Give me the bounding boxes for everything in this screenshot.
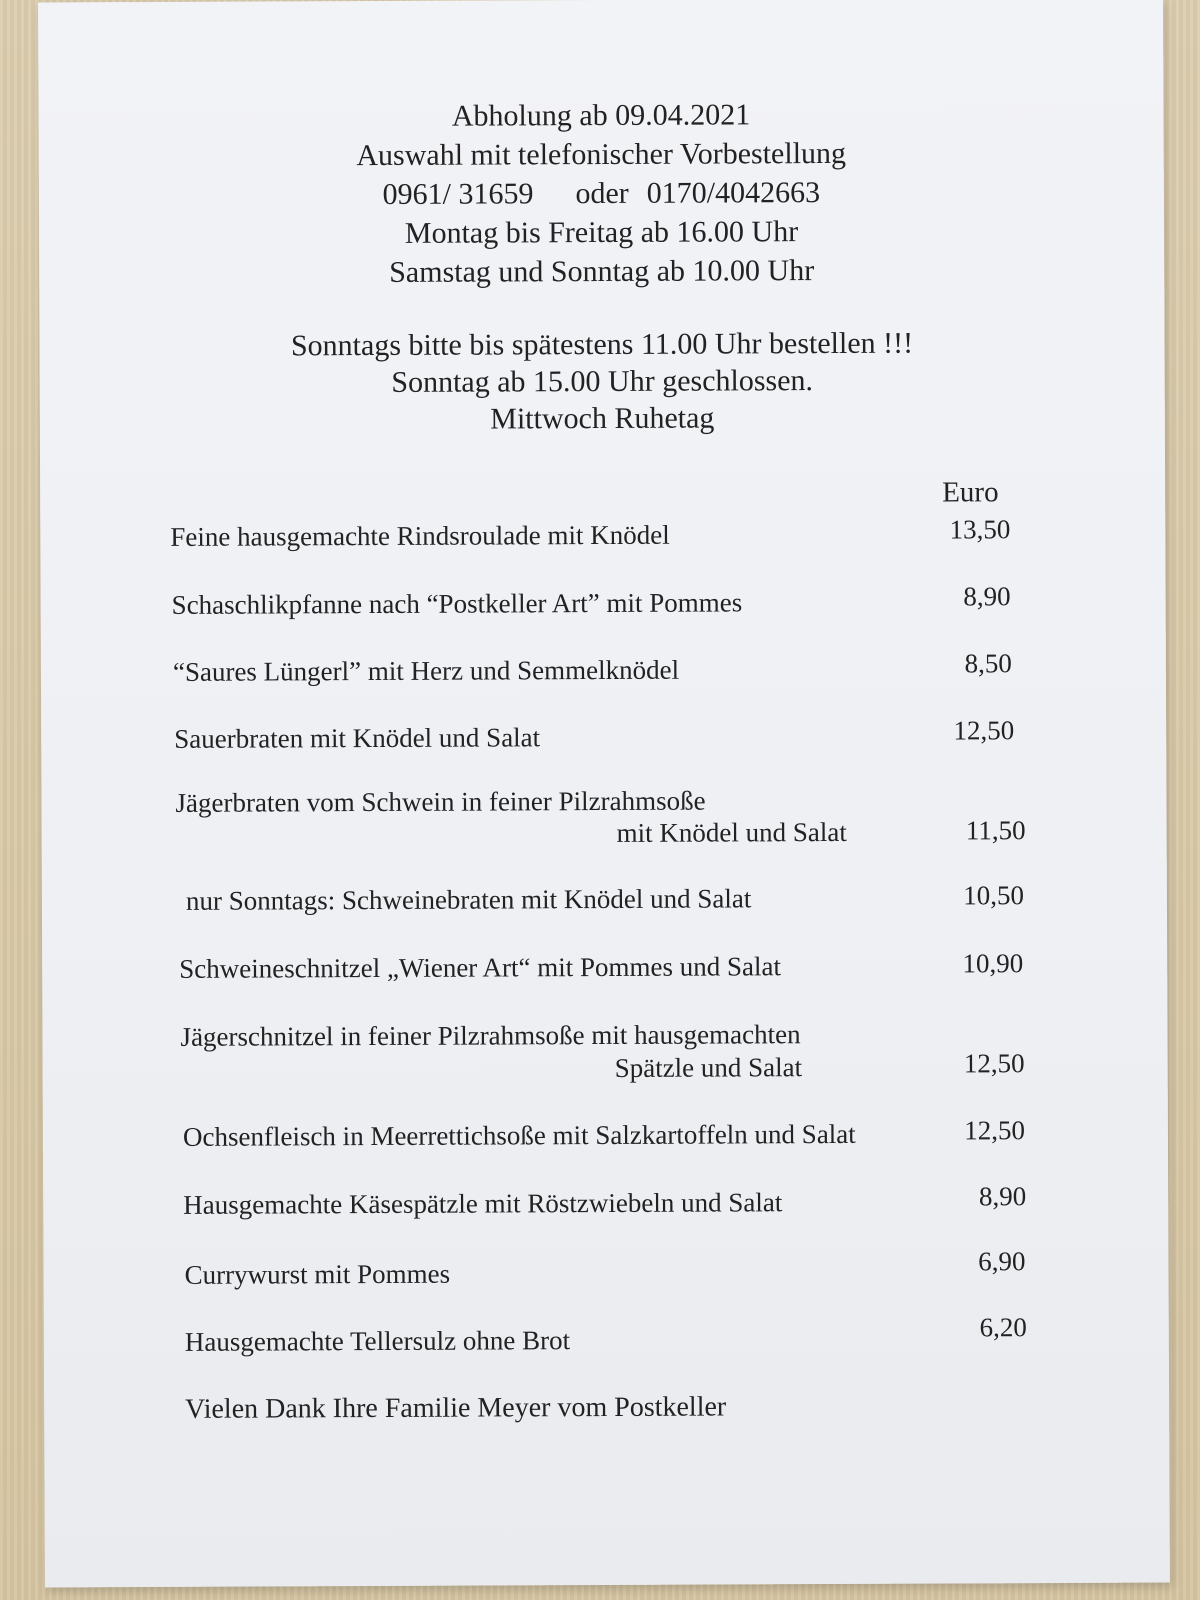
- sunday-order-note: Sonntags bitte bis spätestens 11.00 Uhr bestellen !!!: [290, 326, 914, 363]
- menu-item-name: Sauerbraten mit Knödel und Salat: [174, 722, 541, 754]
- menu-item-name: Feine hausgemachte Rindsroulade mit Knödel: [170, 519, 670, 552]
- hours-weekend: Samstag und Sonntag ab 10.00 Uhr: [389, 254, 815, 289]
- menu-item-name: Schaschlikpfanne nach “Postkeller Art” mit Pommes: [171, 587, 743, 620]
- menu-item-name: Jägerbraten vom Schwein in feiner Pilzrahmsoße: [175, 785, 706, 818]
- menu-item-name: Hausgemachte Tellersulz ohne Brot: [184, 1325, 571, 1357]
- menu-item-price: 10,90: [962, 948, 1024, 979]
- menu-item-name-continued: mit Knödel und Salat: [616, 816, 847, 848]
- menu-item-price: 6,90: [978, 1246, 1026, 1277]
- phone-number-2: 0170/4042663: [646, 176, 821, 210]
- menu-item-price: 8,90: [978, 1181, 1027, 1212]
- menu-item-price: 11,50: [965, 815, 1026, 846]
- phone-number-1: 0961/ 31659: [382, 177, 534, 211]
- menu-item-price: 8,50: [964, 648, 1012, 679]
- menu-item-price: 12,50: [953, 715, 1015, 746]
- menu-item-price: 10,50: [963, 880, 1024, 911]
- menu-item-price: 13,50: [949, 514, 1011, 545]
- menu-item-name: Hausgemachte Käsespätzle mit Röstzwiebeln und Salat: [183, 1187, 783, 1220]
- menu-item-price: 6,20: [979, 1312, 1027, 1343]
- rest-day-note: Mittwoch Ruhetag: [490, 401, 715, 436]
- sunday-closed-note: Sonntag ab 15.00 Uhr geschlossen.: [391, 364, 814, 399]
- hours-weekday: Montag bis Freitag ab 16.00 Uhr: [404, 215, 799, 250]
- menu-item-name: Currywurst mit Pommes: [184, 1258, 451, 1290]
- menu-item-name: Jägerschnitzel in feiner Pilzrahmsoße mit hausgemachten: [180, 1019, 801, 1052]
- menu-item-name-continued: Spätzle und Salat: [614, 1052, 803, 1083]
- closing-signature: Vielen Dank Ihre Familie Meyer vom Postkeller: [185, 1391, 727, 1425]
- menu-item-name: Ochsenfleisch in Meerrettichsoße mit Salzkartoffeln und Salat: [182, 1118, 856, 1152]
- pickup-date: Abholung ab 09.04.2021: [451, 98, 751, 133]
- menu-item-price: 8,90: [963, 581, 1011, 612]
- menu-item-price: 12,50: [964, 1115, 1026, 1146]
- menu-paper-sheet: [38, 0, 1170, 1587]
- phone-or: oder: [575, 176, 629, 211]
- header-block: [38, 94, 1164, 294]
- menu-item-name: Schweineschnitzel „Wiener Art“ mit Pommes und Salat: [179, 951, 782, 984]
- preorder-note: Auswahl mit telefonischer Vorbestellung: [356, 136, 847, 173]
- menu-item-name: “Saures Lüngerl” mit Herz und Semmelknödel: [172, 654, 680, 687]
- menu-item-name: nur Sonntags: Schweinebraten mit Knödel und Salat: [185, 883, 752, 916]
- currency-label: Euro: [942, 476, 999, 509]
- notes-block: [39, 324, 1164, 440]
- phone-numbers: [39, 172, 1164, 216]
- menu-item-price: 12,50: [963, 1048, 1025, 1079]
